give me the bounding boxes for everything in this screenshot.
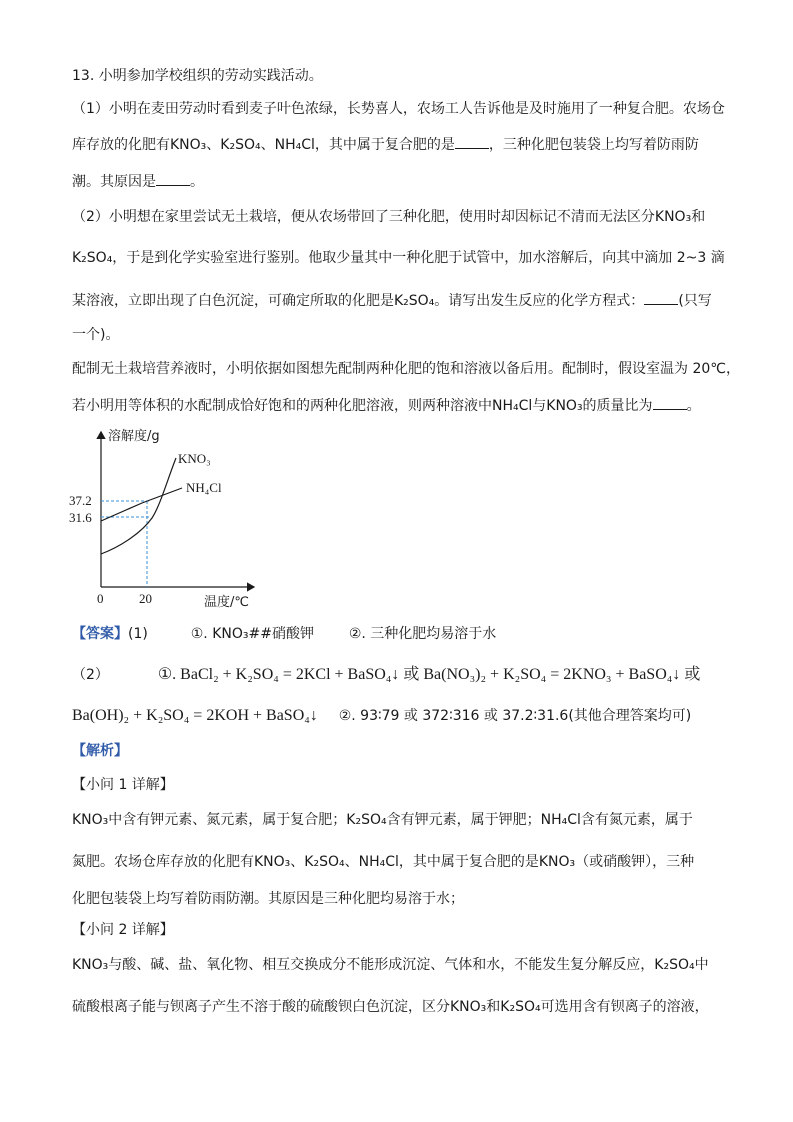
nh4cl-legend: NH₄Cl — [186, 480, 222, 495]
part3-line2-text: 若小明用等体积的水配制成恰好饱和的两种化肥溶液，则两种溶液中NH₄Cl与KNO₃的质量比为 — [72, 398, 653, 414]
analysis-1-line3: 化肥包装袋上均写着防雨防潮。其原因是三种化肥均易溶于水； — [72, 891, 464, 907]
part1-line2-text-b: ，三种化肥包装袋上均写着防雨防 — [488, 137, 699, 153]
x-axis-label: 温度/℃ — [204, 595, 249, 610]
part2-line3 — [72, 290, 712, 311]
answer-2-label: （2） — [72, 667, 109, 683]
part2-line4: 一个)。 — [72, 327, 120, 343]
answer-tag: 【答案】 — [72, 626, 128, 642]
part3-line2-text-b: 。 — [686, 398, 701, 414]
part1-line3-text-b: 。 — [190, 174, 204, 190]
y-tick-37-2: 37.2 — [69, 493, 92, 508]
part3-line1: 配制无土栽培营养液时，小明依据如图想先配制两种化肥的饱和溶液以备后用。配制时，假设室温为 20℃， — [72, 361, 740, 377]
part1-line2 — [72, 134, 699, 155]
solubility-chart — [69, 428, 272, 618]
subquestion-1-heading: 【小问 1 详解】 — [72, 777, 174, 793]
part2-line2: K₂SO₄，于是到化学实验室进行鉴别。他取少量其中一种化肥于试管中，加水溶解后，向其中滴加 2~3 滴 — [72, 250, 725, 266]
answer-2-item1: ①. BaCl₂ + K₂SO₄ = 2KCl + BaSO₄↓ 或 Ba(NO₃)₂ + K₂SO₄ = 2KNO₃ + BaSO₄↓ 或 — [157, 666, 701, 683]
analysis-tag-text: 【解析】 — [72, 743, 128, 759]
part1-line3 — [72, 171, 204, 192]
answer-line3 — [72, 706, 691, 726]
part2-line1: （2）小明想在家里尝试无土栽培，便从农场带回了三种化肥，使用时却因标记不清而无法区分KNO₃和 — [72, 209, 706, 225]
answer-2-equation-2: Ba(OH)₂ + K₂SO₄ = 2KOH + BaSO₄↓ — [72, 707, 318, 724]
answer-blank — [156, 171, 190, 186]
question-title: 13. 小明参加学校组织的劳动实践活动。 — [72, 68, 323, 84]
answer-line1 — [72, 624, 496, 644]
y-axis-label: 溶解度/g — [108, 429, 160, 444]
answer-blank — [455, 134, 489, 149]
analysis-2-line1: KNO₃与酸、碱、盐、氧化物、相互交换成分不能形成沉淀、气体和水，不能发生复分解反应，K₂SO₄中 — [72, 957, 709, 973]
answer-1-label: (1) — [128, 626, 148, 642]
part1-line1: （1）小明在麦田劳动时看到麦子叶色浓绿，长势喜人，农场工人告诉他是及时施用了一种复合肥。农场仓 — [72, 101, 725, 117]
part2-line3-text: 某溶液，立即出现了白色沉淀，可确定所取的化肥是K₂SO₄。请写出发生反应的化学方程式： — [72, 293, 645, 309]
analysis-tag — [72, 741, 128, 761]
part3-line2 — [72, 395, 701, 416]
part1-line2-text: 库存放的化肥有KNO₃、K₂SO₄、NH₄Cl，其中属于复合肥的是 — [72, 137, 455, 153]
answer-blank — [653, 395, 687, 410]
kno3-legend: KNO₃ — [178, 451, 211, 466]
kno3-curve — [101, 458, 176, 554]
analysis-1-line2: 氮肥。农场仓库存放的化肥有KNO₃、K₂SO₄、NH₄Cl，其中属于复合肥的是KNO₃（或硝酸钾），三种 — [72, 854, 695, 870]
analysis-1-line1: KNO₃中含有钾元素、氮元素，属于复合肥；K₂SO₄含有钾元素，属于钾肥；NH₄Cl含有氮元素，属于 — [72, 812, 693, 828]
answer-1-item1: ①. KNO₃##硝酸钾 — [190, 626, 314, 642]
answer-1-item2: ②. 三种化肥均易溶于水 — [348, 626, 497, 642]
answer-2-item2: ②. 93∶79 或 372∶316 或 37.2∶31.6(其他合理答案均可) — [338, 708, 692, 724]
answer-blank — [644, 290, 678, 305]
part2-line3-text-b: (只写 — [678, 293, 712, 309]
nh4cl-curve — [101, 488, 182, 521]
analysis-2-line2: 硫酸根离子能与钡离子产生不溶于酸的硫酸钡白色沉淀，区分KNO₃和K₂SO₄可选用含有钡离子的溶液， — [72, 999, 709, 1015]
x-tick-0: 0 — [97, 591, 104, 606]
part1-line3-text: 潮。其原因是 — [72, 174, 156, 190]
answer-line2 — [72, 665, 700, 685]
x-tick-20: 20 — [139, 591, 152, 606]
subquestion-2-heading: 【小问 2 详解】 — [72, 922, 174, 938]
y-tick-31-6: 31.6 — [69, 510, 92, 525]
